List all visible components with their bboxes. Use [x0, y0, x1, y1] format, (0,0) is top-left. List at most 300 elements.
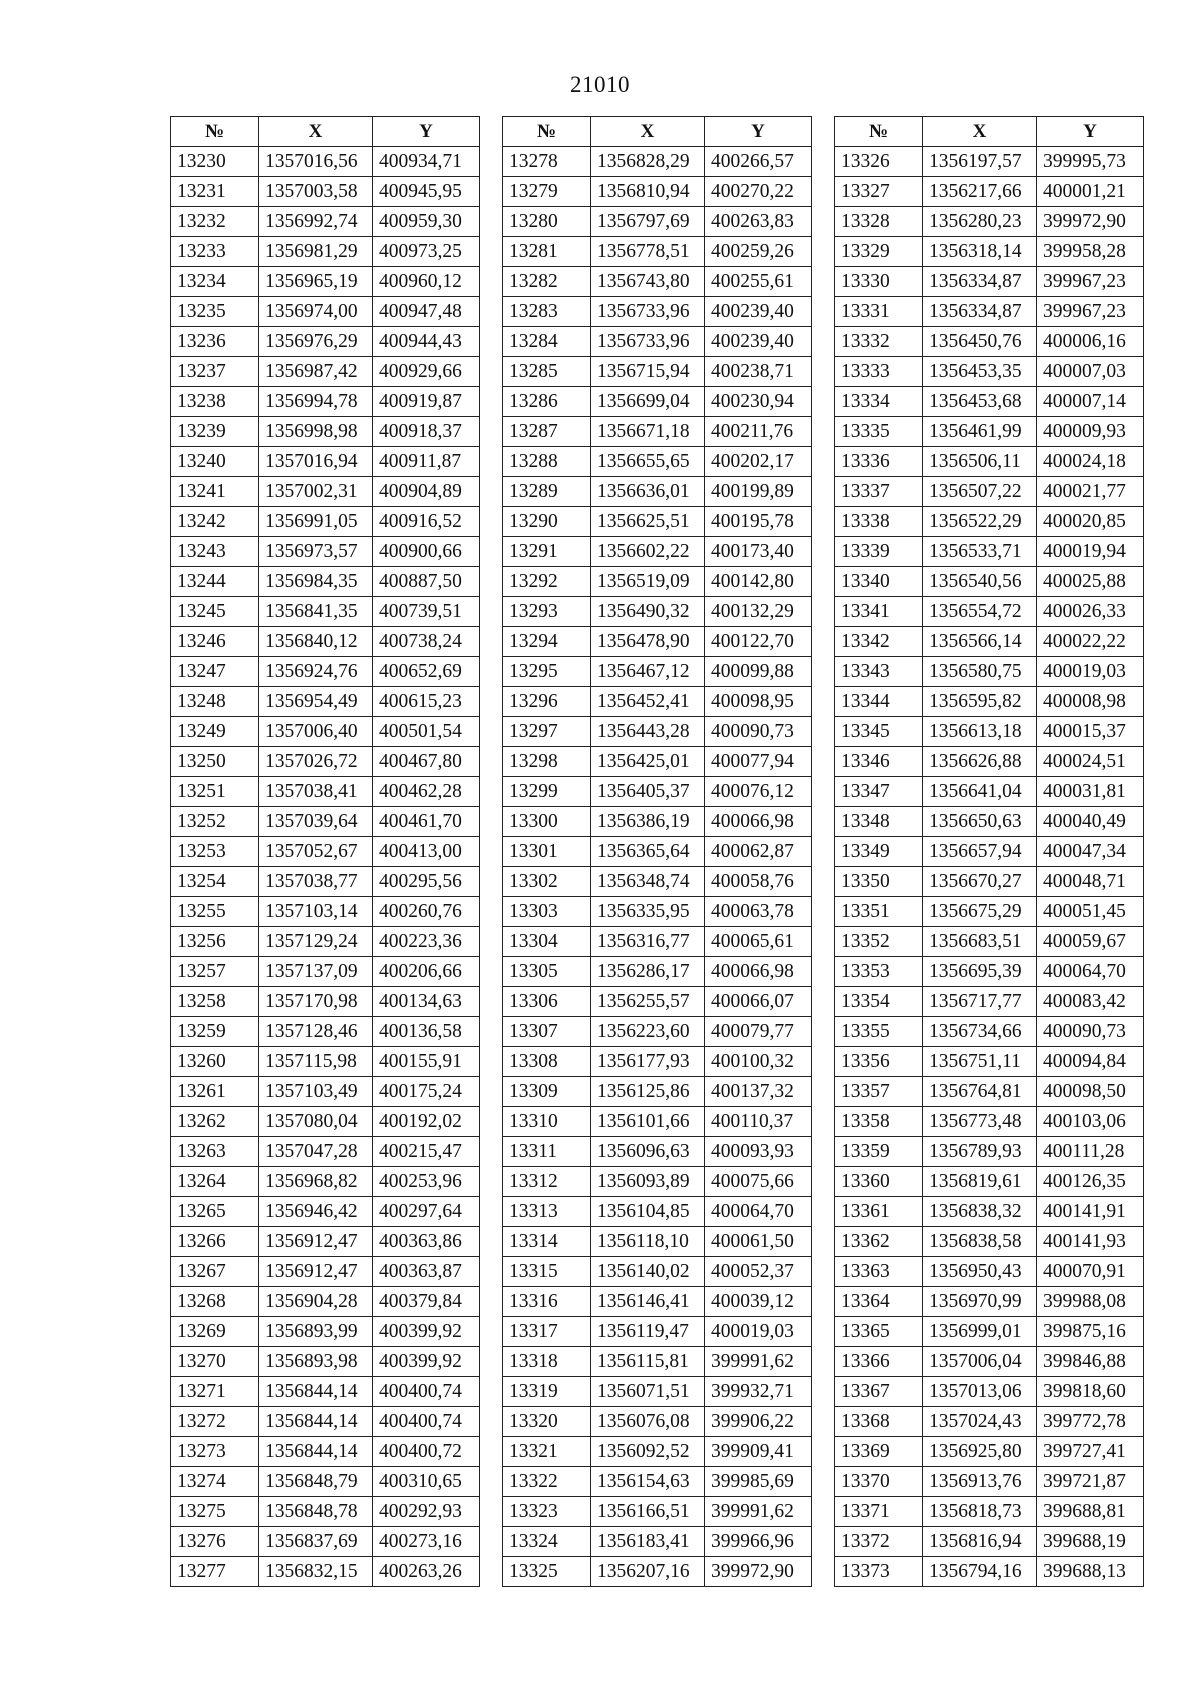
table-row	[171, 387, 480, 417]
y-coordinate-cell: 400310,65	[373, 1467, 480, 1497]
x-coordinate-cell: 1356912,47	[259, 1257, 373, 1287]
y-coordinate-cell: 400022,22	[1037, 627, 1144, 657]
x-coordinate-cell: 1356490,32	[591, 597, 705, 627]
point-number-cell: 13267	[171, 1257, 259, 1287]
y-coordinate-cell: 400077,94	[705, 747, 812, 777]
table-row	[171, 597, 480, 627]
table-row	[835, 327, 1144, 357]
point-number-cell: 13295	[503, 657, 591, 687]
x-coordinate-cell: 1356580,75	[923, 657, 1037, 687]
y-coordinate-cell: 400090,73	[1037, 1017, 1144, 1047]
x-coordinate-cell: 1357038,77	[259, 867, 373, 897]
x-coordinate-cell: 1356844,14	[259, 1437, 373, 1467]
y-coordinate-cell: 400652,69	[373, 657, 480, 687]
y-coordinate-cell: 400929,66	[373, 357, 480, 387]
y-coordinate-cell: 400959,30	[373, 207, 480, 237]
x-coordinate-cell: 1356893,99	[259, 1317, 373, 1347]
point-number-cell: 13363	[835, 1257, 923, 1287]
point-number-cell: 13318	[503, 1347, 591, 1377]
x-coordinate-cell: 1356848,78	[259, 1497, 373, 1527]
table-row	[171, 657, 480, 687]
y-coordinate-cell: 399818,60	[1037, 1377, 1144, 1407]
y-coordinate-cell: 400253,96	[373, 1167, 480, 1197]
point-number-cell: 13310	[503, 1107, 591, 1137]
x-coordinate-cell: 1356832,15	[259, 1557, 373, 1587]
point-number-cell: 13277	[171, 1557, 259, 1587]
table-row	[835, 477, 1144, 507]
y-coordinate-cell: 400122,70	[705, 627, 812, 657]
table-row	[503, 567, 812, 597]
x-coordinate-cell: 1356973,57	[259, 537, 373, 567]
y-coordinate-cell: 400399,92	[373, 1317, 480, 1347]
x-coordinate-cell: 1356818,73	[923, 1497, 1037, 1527]
y-coordinate-cell: 399967,23	[1037, 297, 1144, 327]
y-coordinate-cell: 400238,71	[705, 357, 812, 387]
y-coordinate-cell: 400103,06	[1037, 1107, 1144, 1137]
x-coordinate-cell: 1356519,09	[591, 567, 705, 597]
table-row	[171, 1257, 480, 1287]
x-coordinate-cell: 1356970,99	[923, 1287, 1037, 1317]
point-number-cell: 13286	[503, 387, 591, 417]
x-coordinate-cell: 1356140,02	[591, 1257, 705, 1287]
point-number-cell: 13233	[171, 237, 259, 267]
point-number-cell: 13289	[503, 477, 591, 507]
table-row	[835, 1227, 1144, 1257]
table-row	[835, 747, 1144, 777]
y-coordinate-cell: 399966,96	[705, 1527, 812, 1557]
table-row	[503, 507, 812, 537]
y-coordinate-cell: 400199,89	[705, 477, 812, 507]
y-coordinate-cell: 400945,95	[373, 177, 480, 207]
y-coordinate-cell: 400263,26	[373, 1557, 480, 1587]
point-number-cell: 13353	[835, 957, 923, 987]
x-coordinate-cell: 1357137,09	[259, 957, 373, 987]
x-coordinate-cell: 1356828,29	[591, 147, 705, 177]
x-coordinate-cell: 1356954,49	[259, 687, 373, 717]
point-number-cell: 13330	[835, 267, 923, 297]
y-coordinate-cell: 399688,13	[1037, 1557, 1144, 1587]
y-coordinate-cell: 400399,92	[373, 1347, 480, 1377]
table-row	[835, 1077, 1144, 1107]
x-coordinate-cell: 1356522,29	[923, 507, 1037, 537]
table-row	[503, 237, 812, 267]
y-coordinate-cell: 400273,16	[373, 1527, 480, 1557]
y-coordinate-cell: 399932,71	[705, 1377, 812, 1407]
x-coordinate-cell: 1356595,82	[923, 687, 1037, 717]
x-coordinate-cell: 1356974,00	[259, 297, 373, 327]
point-number-cell: 13275	[171, 1497, 259, 1527]
point-number-cell: 13357	[835, 1077, 923, 1107]
x-coordinate-cell: 1356166,51	[591, 1497, 705, 1527]
x-coordinate-cell: 1357128,46	[259, 1017, 373, 1047]
y-coordinate-cell: 400462,28	[373, 777, 480, 807]
table-row	[503, 1257, 812, 1287]
table-row	[503, 297, 812, 327]
table-row	[171, 1317, 480, 1347]
x-coordinate-cell: 1356837,69	[259, 1527, 373, 1557]
x-coordinate-cell: 1356183,41	[591, 1527, 705, 1557]
x-coordinate-cell: 1357038,41	[259, 777, 373, 807]
x-coordinate-cell: 1356695,39	[923, 957, 1037, 987]
y-coordinate-cell: 400263,83	[705, 207, 812, 237]
column-header-x: X	[591, 117, 705, 147]
x-coordinate-cell: 1356733,96	[591, 327, 705, 357]
table-row	[835, 1047, 1144, 1077]
table-row	[835, 717, 1144, 747]
x-coordinate-cell: 1356613,18	[923, 717, 1037, 747]
x-coordinate-cell: 1356841,35	[259, 597, 373, 627]
table-row	[835, 1437, 1144, 1467]
y-coordinate-cell: 400020,85	[1037, 507, 1144, 537]
point-number-cell: 13348	[835, 807, 923, 837]
y-coordinate-cell: 400031,81	[1037, 777, 1144, 807]
table-row	[503, 957, 812, 987]
table-row	[835, 447, 1144, 477]
x-coordinate-cell: 1357039,64	[259, 807, 373, 837]
x-coordinate-cell: 1356076,08	[591, 1407, 705, 1437]
column-header-number: №	[835, 117, 923, 147]
column-header-number: №	[503, 117, 591, 147]
table-row	[835, 507, 1144, 537]
table-header-row	[503, 117, 812, 147]
y-coordinate-cell: 400904,89	[373, 477, 480, 507]
table-row	[503, 1047, 812, 1077]
x-coordinate-cell: 1356641,04	[923, 777, 1037, 807]
x-coordinate-cell: 1356946,42	[259, 1197, 373, 1227]
point-number-cell: 13298	[503, 747, 591, 777]
y-coordinate-cell: 400008,98	[1037, 687, 1144, 717]
y-coordinate-cell: 400019,03	[705, 1317, 812, 1347]
x-coordinate-cell: 1356671,18	[591, 417, 705, 447]
table-row	[171, 447, 480, 477]
y-coordinate-cell: 400062,87	[705, 837, 812, 867]
table-row	[835, 537, 1144, 567]
point-number-cell: 13339	[835, 537, 923, 567]
point-number-cell: 13333	[835, 357, 923, 387]
table-row	[171, 927, 480, 957]
point-number-cell: 13308	[503, 1047, 591, 1077]
point-number-cell: 13241	[171, 477, 259, 507]
point-number-cell: 13263	[171, 1137, 259, 1167]
y-coordinate-cell: 400076,12	[705, 777, 812, 807]
x-coordinate-cell: 1356924,76	[259, 657, 373, 687]
x-coordinate-cell: 1357016,94	[259, 447, 373, 477]
x-coordinate-cell: 1356316,77	[591, 927, 705, 957]
x-coordinate-cell: 1356119,47	[591, 1317, 705, 1347]
y-coordinate-cell: 400064,70	[705, 1197, 812, 1227]
x-coordinate-cell: 1356566,14	[923, 627, 1037, 657]
point-number-cell: 13291	[503, 537, 591, 567]
y-coordinate-cell: 400911,87	[373, 447, 480, 477]
x-coordinate-cell: 1356734,66	[923, 1017, 1037, 1047]
y-coordinate-cell: 400266,57	[705, 147, 812, 177]
x-coordinate-cell: 1356715,94	[591, 357, 705, 387]
table-row	[503, 1347, 812, 1377]
table-row	[171, 1497, 480, 1527]
x-coordinate-cell: 1356773,48	[923, 1107, 1037, 1137]
y-coordinate-cell: 400195,78	[705, 507, 812, 537]
y-coordinate-cell: 400094,84	[1037, 1047, 1144, 1077]
point-number-cell: 13350	[835, 867, 923, 897]
y-coordinate-cell: 400015,37	[1037, 717, 1144, 747]
table-row	[835, 387, 1144, 417]
y-coordinate-cell: 399909,41	[705, 1437, 812, 1467]
point-number-cell: 13293	[503, 597, 591, 627]
x-coordinate-cell: 1356125,86	[591, 1077, 705, 1107]
x-coordinate-cell: 1357080,04	[259, 1107, 373, 1137]
y-coordinate-cell: 400223,36	[373, 927, 480, 957]
point-number-cell: 13336	[835, 447, 923, 477]
point-number-cell: 13284	[503, 327, 591, 357]
point-number-cell: 13250	[171, 747, 259, 777]
x-coordinate-cell: 1356789,93	[923, 1137, 1037, 1167]
point-number-cell: 13274	[171, 1467, 259, 1497]
table-row	[171, 897, 480, 927]
table-row	[835, 237, 1144, 267]
y-coordinate-cell: 400270,22	[705, 177, 812, 207]
table-row	[503, 1317, 812, 1347]
point-number-cell: 13307	[503, 1017, 591, 1047]
point-number-cell: 13260	[171, 1047, 259, 1077]
x-coordinate-cell: 1356991,05	[259, 507, 373, 537]
table-row	[835, 1407, 1144, 1437]
x-coordinate-cell: 1356223,60	[591, 1017, 705, 1047]
y-coordinate-cell: 399688,81	[1037, 1497, 1144, 1527]
x-coordinate-cell: 1356092,52	[591, 1437, 705, 1467]
table-header-row	[171, 117, 480, 147]
point-number-cell: 13266	[171, 1227, 259, 1257]
point-number-cell: 13373	[835, 1557, 923, 1587]
x-coordinate-cell: 1356994,78	[259, 387, 373, 417]
x-coordinate-cell: 1356207,16	[591, 1557, 705, 1587]
point-number-cell: 13343	[835, 657, 923, 687]
x-coordinate-cell: 1356848,79	[259, 1467, 373, 1497]
table-row	[835, 987, 1144, 1017]
table-row	[171, 987, 480, 1017]
table-row	[503, 777, 812, 807]
table-row	[171, 807, 480, 837]
y-coordinate-cell: 399727,41	[1037, 1437, 1144, 1467]
table-row	[503, 927, 812, 957]
y-coordinate-cell: 400944,43	[373, 327, 480, 357]
x-coordinate-cell: 1356816,94	[923, 1527, 1037, 1557]
table-row	[503, 1467, 812, 1497]
point-number-cell: 13326	[835, 147, 923, 177]
x-coordinate-cell: 1356365,64	[591, 837, 705, 867]
y-coordinate-cell: 400255,61	[705, 267, 812, 297]
point-number-cell: 13265	[171, 1197, 259, 1227]
point-number-cell: 13259	[171, 1017, 259, 1047]
column-header-y: Y	[1037, 117, 1144, 147]
y-coordinate-cell: 400007,03	[1037, 357, 1144, 387]
point-number-cell: 13362	[835, 1227, 923, 1257]
coordinates-table-3	[834, 116, 1144, 1587]
point-number-cell: 13335	[835, 417, 923, 447]
table-row	[835, 1197, 1144, 1227]
x-coordinate-cell: 1356655,65	[591, 447, 705, 477]
x-coordinate-cell: 1356104,85	[591, 1197, 705, 1227]
x-coordinate-cell: 1357103,14	[259, 897, 373, 927]
x-coordinate-cell: 1356540,56	[923, 567, 1037, 597]
point-number-cell: 13238	[171, 387, 259, 417]
point-number-cell: 13292	[503, 567, 591, 597]
x-coordinate-cell: 1356657,94	[923, 837, 1037, 867]
y-coordinate-cell: 400040,49	[1037, 807, 1144, 837]
x-coordinate-cell: 1356318,14	[923, 237, 1037, 267]
point-number-cell: 13334	[835, 387, 923, 417]
x-coordinate-cell: 1356913,76	[923, 1467, 1037, 1497]
x-coordinate-cell: 1356844,14	[259, 1377, 373, 1407]
point-number-cell: 13368	[835, 1407, 923, 1437]
point-number-cell: 13261	[171, 1077, 259, 1107]
y-coordinate-cell: 399906,22	[705, 1407, 812, 1437]
point-number-cell: 13356	[835, 1047, 923, 1077]
table-row	[171, 1347, 480, 1377]
table-row	[171, 1017, 480, 1047]
y-coordinate-cell: 400260,76	[373, 897, 480, 927]
y-coordinate-cell: 399772,78	[1037, 1407, 1144, 1437]
point-number-cell: 13256	[171, 927, 259, 957]
y-coordinate-cell: 399991,62	[705, 1497, 812, 1527]
table-row	[835, 867, 1144, 897]
point-number-cell: 13243	[171, 537, 259, 567]
x-coordinate-cell: 1356335,95	[591, 897, 705, 927]
point-number-cell: 13294	[503, 627, 591, 657]
point-number-cell: 13279	[503, 177, 591, 207]
point-number-cell: 13237	[171, 357, 259, 387]
y-coordinate-cell: 400093,93	[705, 1137, 812, 1167]
table-row	[171, 537, 480, 567]
table-row	[835, 1347, 1144, 1377]
table-row	[503, 417, 812, 447]
table-row	[171, 1407, 480, 1437]
y-coordinate-cell: 400070,91	[1037, 1257, 1144, 1287]
point-number-cell: 13370	[835, 1467, 923, 1497]
table-row	[171, 1197, 480, 1227]
y-coordinate-cell: 399972,90	[1037, 207, 1144, 237]
x-coordinate-cell: 1356386,19	[591, 807, 705, 837]
point-number-cell: 13280	[503, 207, 591, 237]
y-coordinate-cell: 400025,88	[1037, 567, 1144, 597]
point-number-cell: 13236	[171, 327, 259, 357]
x-coordinate-cell: 1356461,99	[923, 417, 1037, 447]
y-coordinate-cell: 399958,28	[1037, 237, 1144, 267]
table-header-row	[835, 117, 1144, 147]
y-coordinate-cell: 400211,76	[705, 417, 812, 447]
point-number-cell: 13337	[835, 477, 923, 507]
table-row	[503, 1227, 812, 1257]
point-number-cell: 13315	[503, 1257, 591, 1287]
y-coordinate-cell: 400075,66	[705, 1167, 812, 1197]
table-row	[171, 1527, 480, 1557]
point-number-cell: 13253	[171, 837, 259, 867]
y-coordinate-cell: 400379,84	[373, 1287, 480, 1317]
table-row	[171, 777, 480, 807]
y-coordinate-cell: 400239,40	[705, 327, 812, 357]
table-row	[171, 687, 480, 717]
table-row	[171, 957, 480, 987]
point-number-cell: 13232	[171, 207, 259, 237]
x-coordinate-cell: 1356425,01	[591, 747, 705, 777]
point-number-cell: 13244	[171, 567, 259, 597]
y-coordinate-cell: 400215,47	[373, 1137, 480, 1167]
x-coordinate-cell: 1356893,98	[259, 1347, 373, 1377]
table-row	[835, 147, 1144, 177]
point-number-cell: 13239	[171, 417, 259, 447]
x-coordinate-cell: 1357026,72	[259, 747, 373, 777]
x-coordinate-cell: 1357006,40	[259, 717, 373, 747]
table-row	[835, 957, 1144, 987]
point-number-cell: 13283	[503, 297, 591, 327]
point-number-cell: 13316	[503, 1287, 591, 1317]
y-coordinate-cell: 400192,02	[373, 1107, 480, 1137]
table-row	[503, 1137, 812, 1167]
table-row	[171, 1167, 480, 1197]
point-number-cell: 13245	[171, 597, 259, 627]
point-number-cell: 13369	[835, 1437, 923, 1467]
x-coordinate-cell: 1356751,11	[923, 1047, 1037, 1077]
point-number-cell: 13258	[171, 987, 259, 1017]
point-number-cell: 13254	[171, 867, 259, 897]
table-row	[835, 777, 1144, 807]
x-coordinate-cell: 1356819,61	[923, 1167, 1037, 1197]
table-row	[835, 297, 1144, 327]
x-coordinate-cell: 1356838,32	[923, 1197, 1037, 1227]
point-number-cell: 13269	[171, 1317, 259, 1347]
y-coordinate-cell: 400009,93	[1037, 417, 1144, 447]
table-row	[503, 1377, 812, 1407]
y-coordinate-cell: 400006,16	[1037, 327, 1144, 357]
x-coordinate-cell: 1356778,51	[591, 237, 705, 267]
table-row	[835, 177, 1144, 207]
point-number-cell: 13367	[835, 1377, 923, 1407]
x-coordinate-cell: 1356838,58	[923, 1227, 1037, 1257]
point-number-cell: 13311	[503, 1137, 591, 1167]
point-number-cell: 13282	[503, 267, 591, 297]
x-coordinate-cell: 1356797,69	[591, 207, 705, 237]
x-coordinate-cell: 1356794,16	[923, 1557, 1037, 1587]
y-coordinate-cell: 400973,25	[373, 237, 480, 267]
x-coordinate-cell: 1356506,11	[923, 447, 1037, 477]
x-coordinate-cell: 1356217,66	[923, 177, 1037, 207]
table-row	[171, 357, 480, 387]
x-coordinate-cell: 1356699,04	[591, 387, 705, 417]
x-coordinate-cell: 1356096,63	[591, 1137, 705, 1167]
y-coordinate-cell: 400039,12	[705, 1287, 812, 1317]
table-row	[171, 417, 480, 447]
x-coordinate-cell: 1356443,28	[591, 717, 705, 747]
x-coordinate-cell: 1357129,24	[259, 927, 373, 957]
y-coordinate-cell: 400021,77	[1037, 477, 1144, 507]
x-coordinate-cell: 1356478,90	[591, 627, 705, 657]
point-number-cell: 13338	[835, 507, 923, 537]
point-number-cell: 13366	[835, 1347, 923, 1377]
x-coordinate-cell: 1356976,29	[259, 327, 373, 357]
x-coordinate-cell: 1356452,41	[591, 687, 705, 717]
point-number-cell: 13272	[171, 1407, 259, 1437]
point-number-cell: 13349	[835, 837, 923, 867]
point-number-cell: 13262	[171, 1107, 259, 1137]
column-header-number: №	[171, 117, 259, 147]
y-coordinate-cell: 399846,88	[1037, 1347, 1144, 1377]
point-number-cell: 13248	[171, 687, 259, 717]
y-coordinate-cell: 400047,34	[1037, 837, 1144, 867]
table-row	[835, 417, 1144, 447]
y-coordinate-cell: 400111,28	[1037, 1137, 1144, 1167]
point-number-cell: 13273	[171, 1437, 259, 1467]
point-number-cell: 13342	[835, 627, 923, 657]
table-row	[503, 1557, 812, 1587]
